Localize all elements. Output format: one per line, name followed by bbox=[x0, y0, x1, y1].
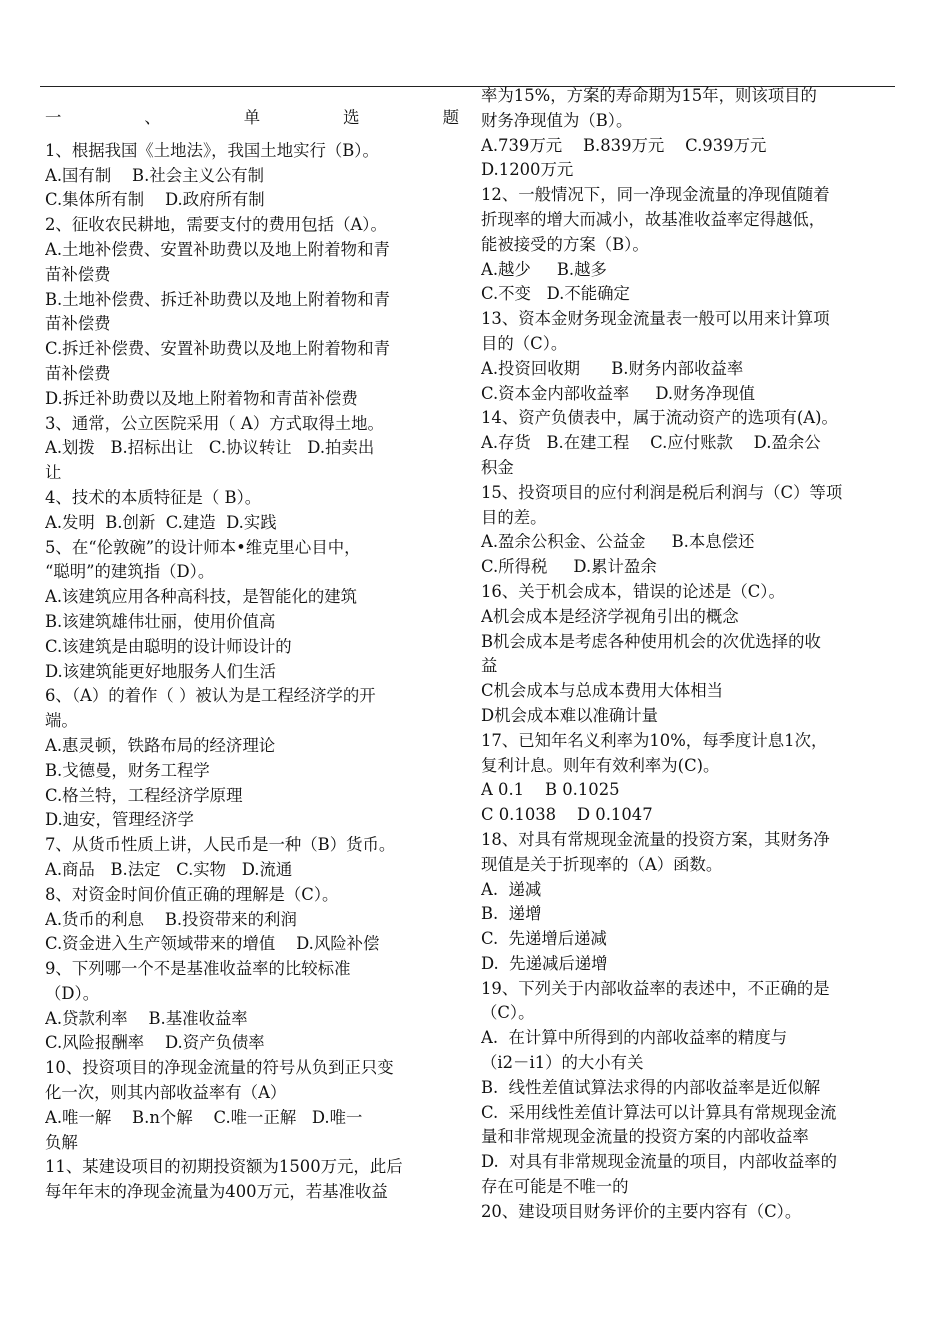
text-line: B机会成本是考虑各种使用机会的次优选择的收 bbox=[481, 631, 821, 651]
text-line: 14、资产负债表中，属于流动资产的选项有(A)。 bbox=[481, 408, 838, 428]
text-line: 化一次，则其内部收益率有（A） bbox=[45, 1083, 287, 1103]
text-line: C机会成本与总成本费用大体相当 bbox=[481, 681, 724, 701]
text-line: 苗补偿费 bbox=[45, 363, 111, 383]
text-line: 折现率的增大而减小，故基准收益率定得越低， bbox=[481, 209, 826, 229]
text-line: 20、建设项目财务评价的主要内容有（C）。 bbox=[481, 1201, 802, 1221]
text-line: 15、投资项目的应付利润是税后利润与（C）等项 bbox=[481, 482, 843, 502]
heading-char: 题 bbox=[442, 108, 459, 127]
text-line: 17、已知年名义利率为10%，每季度计息1次， bbox=[481, 730, 828, 750]
text-line: 财务净现值为（B）。 bbox=[481, 110, 633, 130]
text-line: 苗补偿费 bbox=[45, 314, 111, 334]
text-line: C.资本金内部收益率 D.财务净现值 bbox=[481, 383, 756, 403]
text-line: 益 bbox=[481, 656, 498, 676]
heading-char: 选 bbox=[343, 108, 360, 127]
text-line: 2、征收农民耕地，需要支付的费用包括（A）。 bbox=[45, 215, 387, 235]
text-line: 量和非常规现金流量的投资方案的内部收益率 bbox=[481, 1127, 809, 1147]
text-line: 8、对资金时间价值正确的理解是（C）。 bbox=[45, 884, 339, 904]
text-line: A.惠灵顿，铁路布局的经济理论 bbox=[45, 735, 276, 755]
text-line: D.该建筑能更好地服务人们生活 bbox=[45, 661, 276, 681]
text-line: 每年年末的净现金流量为400万元，若基准收益 bbox=[45, 1182, 388, 1202]
heading-char: 、 bbox=[144, 108, 161, 127]
text-line: A.土地补偿费、安置补助费以及地上附着物和青 bbox=[45, 239, 390, 259]
text-line: 7、从货币性质上讲，人民币是一种（B）货币。 bbox=[45, 835, 396, 855]
text-line: A 0.1 B 0.1025 bbox=[481, 780, 620, 800]
text-line: C.集体所有制 D.政府所有制 bbox=[45, 190, 265, 210]
text-line: A.739万元 B.839万元 C.939万元 bbox=[481, 135, 767, 155]
text-line: 16、关于机会成本，错误的论述是（C）。 bbox=[481, 581, 785, 601]
text-line: A.该建筑应用各种高科技，是智能化的建筑 bbox=[45, 587, 358, 607]
text-line: C.资金进入生产领域带来的增值 D.风险补偿 bbox=[45, 934, 380, 954]
text-line: C.格兰特，工程经济学原理 bbox=[45, 785, 243, 805]
heading-char: 一 bbox=[45, 108, 62, 127]
text-line: 18、对具有常规现金流量的投资方案，其财务净 bbox=[481, 829, 830, 849]
text-line: C.所得税 D.累计盈余 bbox=[481, 557, 657, 577]
text-line: 1、根据我国《土地法》，我国土地实行（B）。 bbox=[45, 140, 379, 160]
text-line: 端。 bbox=[45, 711, 78, 731]
text-line: （D）。 bbox=[45, 983, 100, 1003]
text-line: 存在可能是不唯一的 bbox=[481, 1177, 629, 1197]
text-line: B.土地补偿费、拆迁补助费以及地上附着物和青 bbox=[45, 289, 391, 309]
text-line: 目的差。 bbox=[481, 507, 547, 527]
right-column bbox=[481, 84, 895, 1225]
text-line: C.拆迁补偿费、安置补助费以及地上附着物和青 bbox=[45, 339, 390, 359]
text-line: 苗补偿费 bbox=[45, 264, 111, 284]
text-line: 9、下列哪一个不是基准收益率的比较标准 bbox=[45, 959, 351, 979]
text-line: A.投资回收期 B.财务内部收益率 bbox=[481, 358, 744, 378]
text-line: A. 在计算中所得到的内部收益率的精度与 bbox=[481, 1028, 788, 1048]
text-line: B.该建筑雄伟壮丽，使用价值高 bbox=[45, 611, 276, 631]
text-line: D. 对具有非常规现金流量的项目，内部收益率的 bbox=[481, 1152, 837, 1172]
text-line: D.拆迁补助费以及地上附着物和青苗补偿费 bbox=[45, 388, 358, 408]
text-line: A.发明 B.创新 C.建造 D.实践 bbox=[45, 512, 277, 532]
text-line: A.国有制 B.社会主义公有制 bbox=[45, 165, 265, 185]
text-line: 复利计息。则年有效利率为(C)。 bbox=[481, 755, 720, 775]
text-line: 率为15%，方案的寿命期为15年，则该项目的 bbox=[481, 86, 817, 105]
text-line: 现值是关于折现率的（A）函数。 bbox=[481, 854, 723, 874]
left-column bbox=[45, 84, 459, 1205]
text-line: A.划拨 B.招标出让 C.协议转让 D.拍卖出 bbox=[45, 438, 375, 458]
section-heading bbox=[45, 106, 459, 131]
text-line: “聪明”的建筑指（D）。 bbox=[45, 562, 215, 582]
text-line: C 0.1038 D 0.1047 bbox=[481, 805, 653, 825]
text-line: 12、一般情况下，同一净现金流量的净现值随着 bbox=[481, 185, 830, 205]
text-line: B. 线性差值试算法求得的内部收益率是近似解 bbox=[481, 1077, 821, 1097]
text-line: 3、通常，公立医院采用（ A）方式取得土地。 bbox=[45, 413, 384, 433]
text-line: 4、技术的本质特征是（ B）。 bbox=[45, 487, 262, 507]
text-line: 6、（A）的着作（ ）被认为是工程经济学的开 bbox=[45, 686, 376, 706]
text-line: A.货币的利息 B.投资带来的利润 bbox=[45, 909, 297, 929]
text-line: B.戈德曼，财务工程学 bbox=[45, 760, 210, 780]
text-line: A.唯一解 B.n个解 C.唯一正解 D.唯一 bbox=[45, 1107, 363, 1127]
text-line: D.迪安，管理经济学 bbox=[45, 810, 194, 830]
text-line: A.越少 B.越多 bbox=[481, 259, 607, 279]
text-line: 5、在“伦敦碗”的设计师本•维克里心目中， bbox=[45, 537, 361, 557]
text-line: C.不变 D.不能确定 bbox=[481, 284, 630, 304]
text-line: A.商品 B.法定 C.实物 D.流通 bbox=[45, 859, 293, 879]
text-line: C.该建筑是由聪明的设计师设计的 bbox=[45, 636, 292, 656]
text-line: 13、资本金财务现金流量表一般可以用来计算项 bbox=[481, 309, 830, 329]
text-line: 19、下列关于内部收益率的表述中，不正确的是 bbox=[481, 978, 830, 998]
text-line: 目的（C）。 bbox=[481, 333, 568, 353]
text-line: D机会成本难以准确计量 bbox=[481, 705, 659, 725]
text-line: 11、某建设项目的初期投资额为1500万元，此后 bbox=[45, 1157, 403, 1177]
text-line: A机会成本是经济学视角引出的概念 bbox=[481, 606, 739, 626]
text-line: 积金 bbox=[481, 457, 514, 477]
text-line: 10、投资项目的净现金流量的符号从负到正只变 bbox=[45, 1058, 394, 1078]
heading-char: 单 bbox=[243, 108, 261, 127]
text-line: 负解 bbox=[45, 1132, 78, 1152]
text-line: A. 递减 bbox=[481, 879, 542, 899]
text-line: C. 先递增后递减 bbox=[481, 929, 607, 949]
text-line: A.贷款利率 B.基准收益率 bbox=[45, 1008, 248, 1028]
text-line: （C）。 bbox=[481, 1003, 535, 1023]
text-line: C. 采用线性差值计算法可以计算具有常规现金流 bbox=[481, 1102, 837, 1122]
text-line: （i2－i1）的大小有关 bbox=[481, 1053, 644, 1073]
text-line: A.盈余公积金、公益金 B.本息偿还 bbox=[481, 532, 755, 552]
right-question-text bbox=[481, 84, 895, 1225]
text-line: B. 递增 bbox=[481, 904, 542, 924]
text-line: D. 先递减后递增 bbox=[481, 953, 608, 973]
text-line: 能被接受的方案（B）。 bbox=[481, 234, 649, 254]
text-line: C.风险报酬率 D.资产负债率 bbox=[45, 1033, 265, 1053]
text-line: D.1200万元 bbox=[481, 160, 574, 180]
text-line: A.存货 B.在建工程 C.应付账款 D.盈余公 bbox=[481, 433, 821, 453]
text-line: 让 bbox=[45, 463, 62, 483]
left-question-text bbox=[45, 139, 459, 1205]
